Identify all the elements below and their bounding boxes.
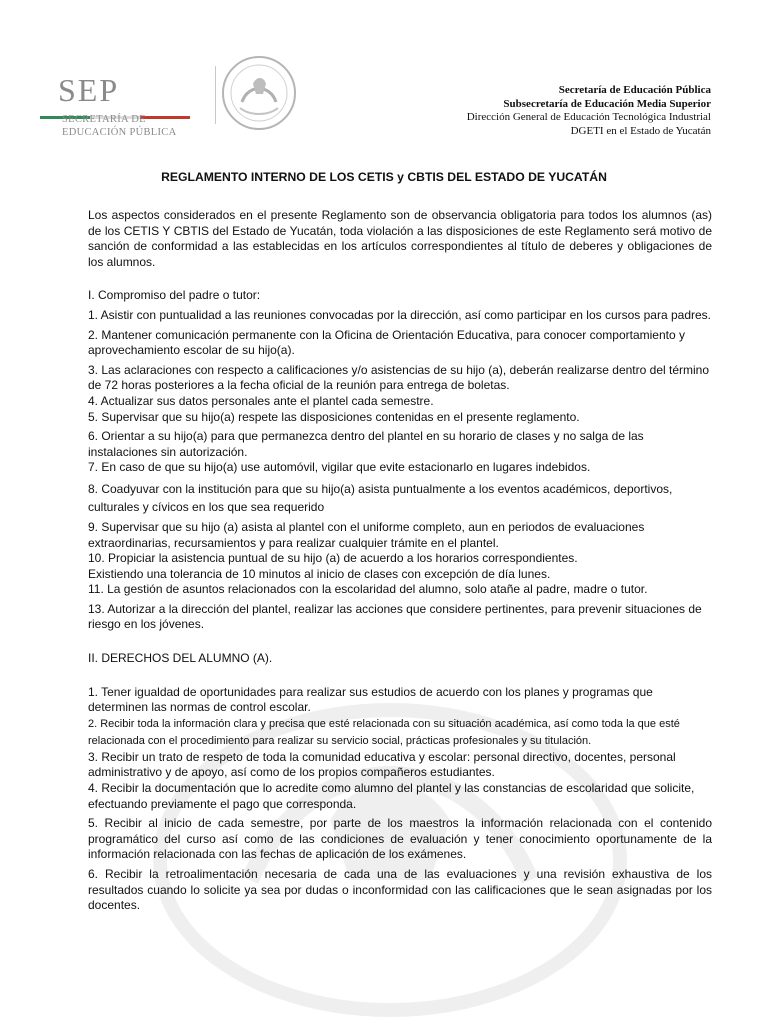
header-divider (215, 66, 216, 124)
section2-item-5: 5. Recibir al inicio de cada semestre, por parte de los maestros la información relacionada con el contenido programático del curso así como de las condiciones de evaluación y tener conocimiento oportunamente de la información relacionada con las fechas de aplicación de los exámenes. (88, 816, 712, 862)
institution-block (467, 84, 711, 138)
section2-heading: II. DERECHOS DEL ALUMNO (A). (88, 651, 273, 666)
section2-item-6: 6. Recibir la retroalimentación necesaria de cada una de las evaluaciones y una revisión exhaustiva de los resultados cuando lo solicite ya sea por dudas o inconformidad con las calificaciones que le sean asignadas por los docentes. (88, 867, 712, 913)
document-title: REGLAMENTO INTERNO DE LOS CETIS y CBTIS DEL ESTADO DE YUCATÁN (161, 170, 607, 184)
section1-item-3: 3. Las aclaraciones con respecto a calificaciones y/o asistencias de su hijo (a), deberán realizarse dentro del término de 72 horas posteriores a la fecha oficial de la reunión para entrega de boletas. (88, 362, 709, 393)
sep-logo-stripe (40, 106, 190, 110)
sep-logo-text: SEP (58, 72, 120, 108)
institution-line1: Secretaría de Educación Pública (558, 84, 711, 96)
section1-item-10: 10. Propiciar la asistencia puntual de su hijo (a) de acuerdo a los horarios correspondientes. (88, 551, 578, 566)
section1-item-7: 7. En caso de que su hijo(a) use automóvil, vigilar que evite estacionarlo en lugares indebidos. (88, 460, 591, 475)
section1-item-2: 2. Mantener comunicación permanente con la Oficina de Orientación Educativa, para conocer comportamiento y aprovechamiento escolar de su hijo(a). (88, 327, 685, 358)
section1-tolerance-note: Existiendo una tolerancia de 10 minutos al inicio de clases con excepción de día lunes. (88, 566, 551, 581)
sep-subtitle-line1: SECRETARÍA DE (62, 114, 146, 125)
section2-item-3: 3. Recibir un trato de respeto de toda la comunidad educativa y escolar: personal directivo, docentes, personal administrativo y de apoyo, así como de los propios compañeros estudiantes. (88, 749, 676, 780)
institution-line3: Dirección General de Educación Tecnológica Industrial (466, 111, 711, 123)
section2-item-2: 2. Recibir toda la información clara y precisa que esté relacionada con su situación académica, así como toda la que esté relacionada con el procedimiento para realizar su servicio social, prácticas profesionales y su titulación. (88, 717, 680, 747)
section1-heading: I. Compromiso del padre o tutor: (88, 288, 261, 303)
section1-item-4: 4. Actualizar sus datos personales ante el plantel cada semestre. (88, 393, 434, 408)
section1-item-8: 8. Coadyuvar con la institución para que su hijo(a) asista puntualmente a los eventos académicos, deportivos, culturales y cívicos en los que sea requerido (88, 481, 673, 514)
section2-item-4: 4. Recibir la documentación que lo acredite como alumno del plantel y las constancias de escolaridad que solicite, efectuando previamente el pago que corresponda. (88, 781, 695, 811)
section1-item-6: 6. Orientar a su hijo(a) para que permanezca dentro del plantel en su horario de clases y no salga de las instalaciones sin autorización. (88, 429, 644, 459)
document-body (88, 208, 712, 914)
section1-item-11: 11. La gestión de asuntos relacionados con la escolaridad del alumno, solo atañe al padre, madre o tutor. (88, 582, 648, 597)
section2-item-1: 1. Tener igualdad de oportunidades para realizar sus estudios de acuerdo con los planes y programas que determinen las normas de control escolar. (88, 684, 653, 715)
section1-item-9: 9. Supervisar que su hijo (a) asista al plantel con el uniforme completo, aun en periodos de evaluaciones extraordinarias, recursamientos y para realizar cualquier trámite en el plantel. (88, 519, 645, 550)
section1-item-13: 13. Autorizar a la dirección del plantel, realizar las acciones que considere pertinentes, para prevenir situaciones de riesgo en los jóvenes. (88, 601, 702, 632)
institution-line2: Subsecretaría de Educación Media Superior (503, 97, 711, 110)
section1-item-5: 5. Supervisar que su hijo(a) respete las disposiciones contenidas en el presente reglamento. (88, 409, 580, 424)
national-seal-icon (220, 54, 298, 132)
sep-subtitle-line2: EDUCACIÓN PÚBLICA (62, 127, 177, 138)
institution-line4: DGETI en el Estado de Yucatán (570, 124, 711, 137)
letterhead (0, 0, 768, 150)
section1-item-1: 1. Asistir con puntualidad a las reuniones convocadas por la dirección, así como participar en los cursos para padres. (88, 307, 712, 322)
intro-paragraph: Los aspectos considerados en el presente Reglamento son de observancia obligatoria para todos los alumnos (as) de los CETIS Y CBTIS del Estado de Yucatán, toda violación a las disposiciones de este Reglamento será motivo de sanción de conformidad a las establecidas en los artículos correspondientes al título de deberes y obligaciones de los alumnos. (88, 208, 712, 269)
sep-logo-subtitle (62, 113, 176, 139)
